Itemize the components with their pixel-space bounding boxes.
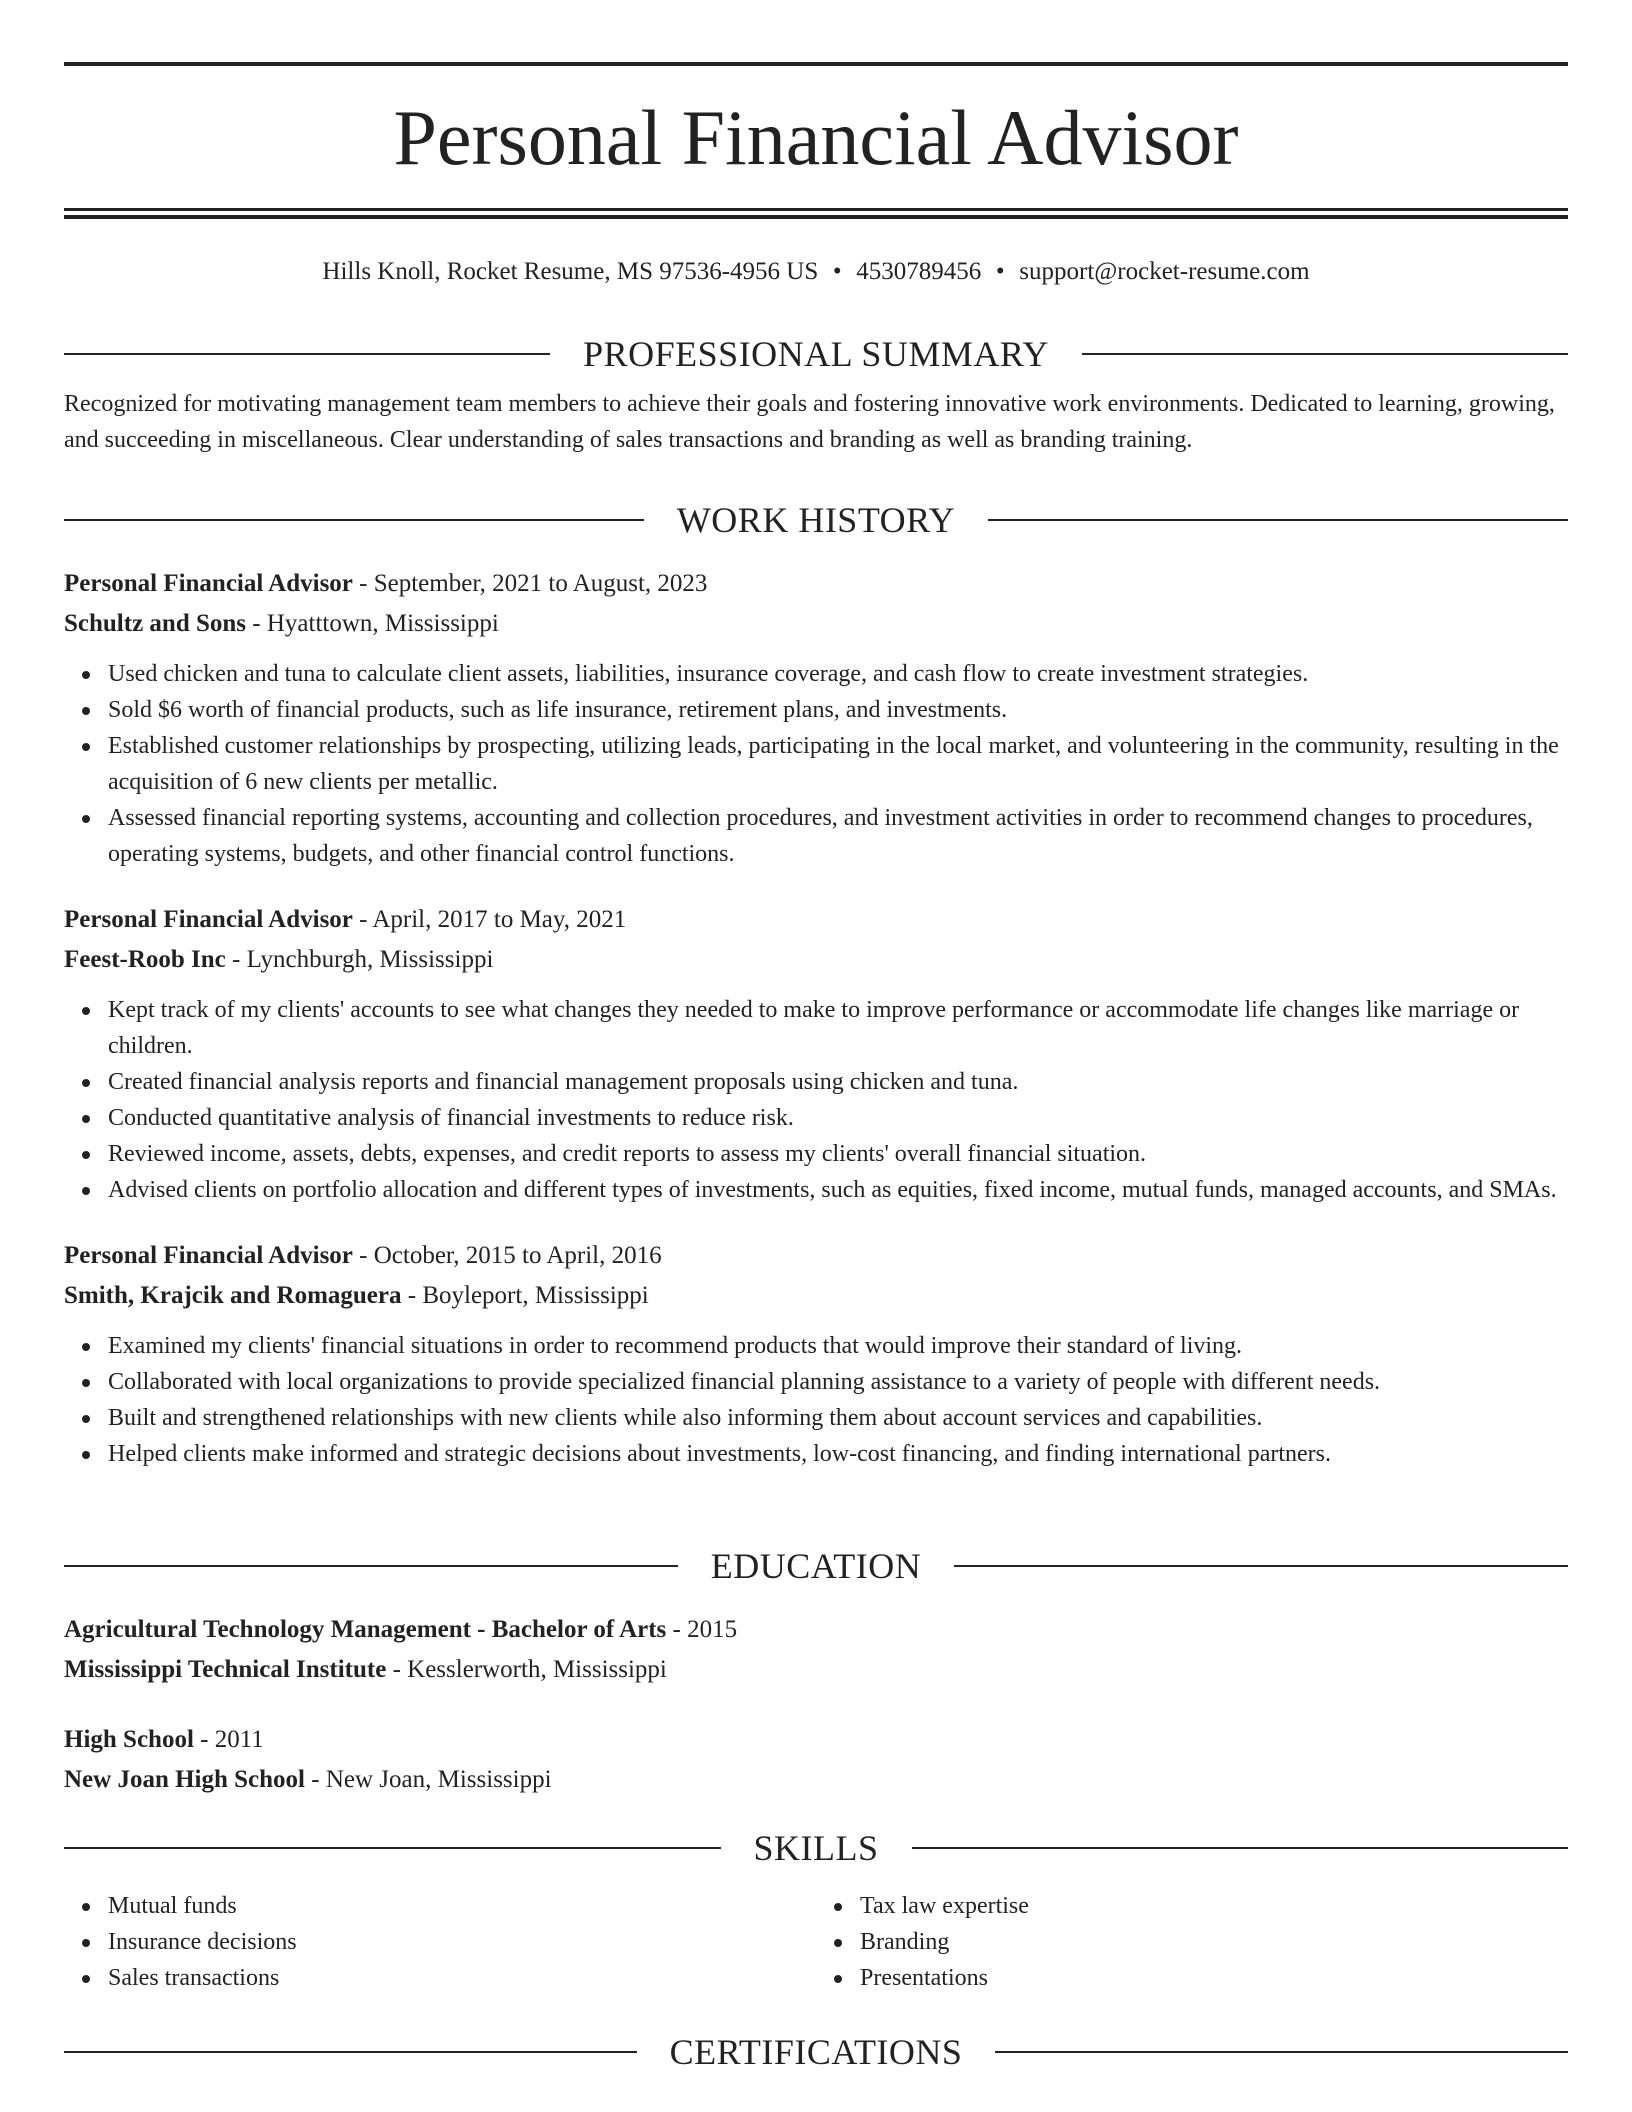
job-title-line <box>64 900 1568 940</box>
section-title: EDUCATION <box>710 1546 922 1586</box>
education-entry <box>64 1610 1568 1690</box>
summary-text: Recognized for motivating management team members to achieve their goals and fostering innovative work environments. Dedicated to learning, growing, and succeeding in miscellaneous. Clear understanding of sales transactions and branding as well as branding training. <box>64 391 1555 453</box>
education-entry <box>64 1720 1568 1800</box>
skills-list-left <box>64 1888 816 1996</box>
degree-name: Agricultural Technology Management - Bachelor of Arts <box>64 1616 667 1643</box>
summary-section <box>64 334 1568 458</box>
job-company: Smith, Krajcik and Romaguera <box>64 1282 402 1309</box>
school-location: - Kesslerworth, Mississippi <box>386 1656 667 1683</box>
job-entry <box>64 564 1568 872</box>
job-location: - Boyleport, Mississippi <box>401 1282 649 1309</box>
job-title-line <box>64 564 1568 604</box>
contact-address: Hills Knoll, Rocket Resume, MS 97536-4956 US <box>322 258 819 285</box>
heading-rule-left <box>64 1847 721 1849</box>
header-top-rule <box>64 62 1568 66</box>
job-company: Schultz and Sons <box>64 610 247 637</box>
job-entry <box>64 1236 1568 1472</box>
summary-heading <box>64 334 1568 374</box>
list-item: Reviewed income, assets, debts, expenses, and credit reports to assess my clients' overall financial situation. <box>108 1136 1568 1172</box>
heading-rule-right <box>995 2051 1568 2053</box>
degree-name: High School <box>64 1726 194 1753</box>
job-company-line <box>64 1276 1568 1316</box>
contact-line <box>64 254 1568 290</box>
degree-year: - 2011 <box>193 1726 264 1753</box>
job-entry <box>64 900 1568 1208</box>
list-item: Sales transactions <box>108 1960 816 1996</box>
list-item: Mutual funds <box>108 1888 816 1924</box>
heading-rule-left <box>64 1565 678 1567</box>
school-location: - New Joan, Mississippi <box>305 1766 552 1793</box>
job-title-line <box>64 1236 1568 1276</box>
list-item: Assessed financial reporting systems, accounting and collection procedures, and investment activities in order to recommend changes to procedures, operating systems, budgets, and other financial control functions. <box>108 800 1568 872</box>
school-line <box>64 1650 1568 1690</box>
section-title: WORK HISTORY <box>676 500 956 540</box>
list-item: Branding <box>860 1924 1568 1960</box>
heading-rule-right <box>954 1565 1568 1567</box>
contact-separator: • <box>995 258 1005 285</box>
job-company-line <box>64 604 1568 644</box>
heading-rule-left <box>64 2051 637 2053</box>
certifications-section <box>64 2032 1568 2072</box>
contact-email: support@rocket-resume.com <box>1019 258 1310 285</box>
list-item: Conducted quantitative analysis of financial investments to reduce risk. <box>108 1100 1568 1136</box>
skills-columns <box>64 1888 1568 1996</box>
job-location: - Lynchburgh, Mississippi <box>225 946 494 973</box>
work-history-heading <box>64 500 1568 540</box>
job-dates: - April, 2017 to May, 2021 <box>352 906 627 933</box>
school-name: New Joan High School <box>64 1766 306 1793</box>
school-line <box>64 1760 1568 1800</box>
job-bullets <box>64 992 1568 1208</box>
job-title: Personal Financial Advisor <box>64 1242 353 1269</box>
list-item: Kept track of my clients' accounts to see what changes they needed to make to improve performance or accommodate life changes like marriage or children. <box>108 992 1568 1064</box>
job-bullets <box>64 656 1568 872</box>
job-title: Personal Financial Advisor <box>64 906 353 933</box>
education-heading <box>64 1546 1568 1586</box>
list-item: Collaborated with local organizations to provide specialized financial planning assistance to a variety of people with different needs. <box>108 1364 1568 1400</box>
list-item: Helped clients make informed and strategic decisions about investments, low-cost financing, and finding international partners. <box>108 1436 1568 1472</box>
contact-phone: 4530789456 <box>856 258 982 285</box>
degree-line <box>64 1720 1568 1760</box>
section-title: CERTIFICATIONS <box>669 2032 963 2072</box>
section-title: SKILLS <box>753 1828 879 1868</box>
list-item: Examined my clients' financial situations in order to recommend products that would improve their standard of living. <box>108 1328 1568 1364</box>
list-item: Created financial analysis reports and financial management proposals using chicken and tuna. <box>108 1064 1568 1100</box>
degree-year: - 2015 <box>666 1616 738 1643</box>
list-item: Established customer relationships by prospecting, utilizing leads, participating in the local market, and volunteering in the community, resulting in the acquisition of 6 new clients per metallic. <box>108 728 1568 800</box>
list-item: Sold $6 worth of financial products, such as life insurance, retirement plans, and investments. <box>108 692 1568 728</box>
job-dates: - October, 2015 to April, 2016 <box>352 1242 662 1269</box>
job-dates: - September, 2021 to August, 2023 <box>352 570 708 597</box>
heading-rule-right <box>912 1847 1569 1849</box>
job-bullets <box>64 1328 1568 1472</box>
work-history-section <box>64 500 1568 1472</box>
heading-rule-right <box>988 519 1568 521</box>
skills-heading <box>64 1828 1568 1868</box>
job-company-line <box>64 940 1568 980</box>
education-section <box>64 1546 1568 1800</box>
skills-section <box>64 1828 1568 1996</box>
list-item: Advised clients on portfolio allocation and different types of investments, such as equities, fixed income, mutual funds, managed accounts, and SMAs. <box>108 1172 1568 1208</box>
job-title: Personal Financial Advisor <box>64 570 353 597</box>
certifications-heading <box>64 2032 1568 2072</box>
heading-rule-left <box>64 353 550 355</box>
heading-rule-right <box>1082 353 1568 355</box>
list-item: Insurance decisions <box>108 1924 816 1960</box>
section-title: PROFESSIONAL SUMMARY <box>583 334 1049 374</box>
resume-title: Personal Financial Advisor <box>393 94 1239 181</box>
skills-list-right <box>816 1888 1568 1996</box>
degree-line <box>64 1610 1568 1650</box>
contact-separator: • <box>832 258 842 285</box>
job-location: - Hyatttown, Mississippi <box>246 610 499 637</box>
list-item: Built and strengthened relationships with new clients while also informing them about account services and capabilities. <box>108 1400 1568 1436</box>
header-rule-lower <box>64 215 1568 219</box>
job-company: Feest-Roob Inc <box>64 946 226 973</box>
school-name: Mississippi Technical Institute <box>64 1656 387 1683</box>
header-rule-upper <box>64 208 1568 211</box>
list-item: Used chicken and tuna to calculate client assets, liabilities, insurance coverage, and cash flow to create investment strategies. <box>108 656 1568 692</box>
list-item: Presentations <box>860 1960 1568 1996</box>
heading-rule-left <box>64 519 644 521</box>
list-item: Tax law expertise <box>860 1888 1568 1924</box>
